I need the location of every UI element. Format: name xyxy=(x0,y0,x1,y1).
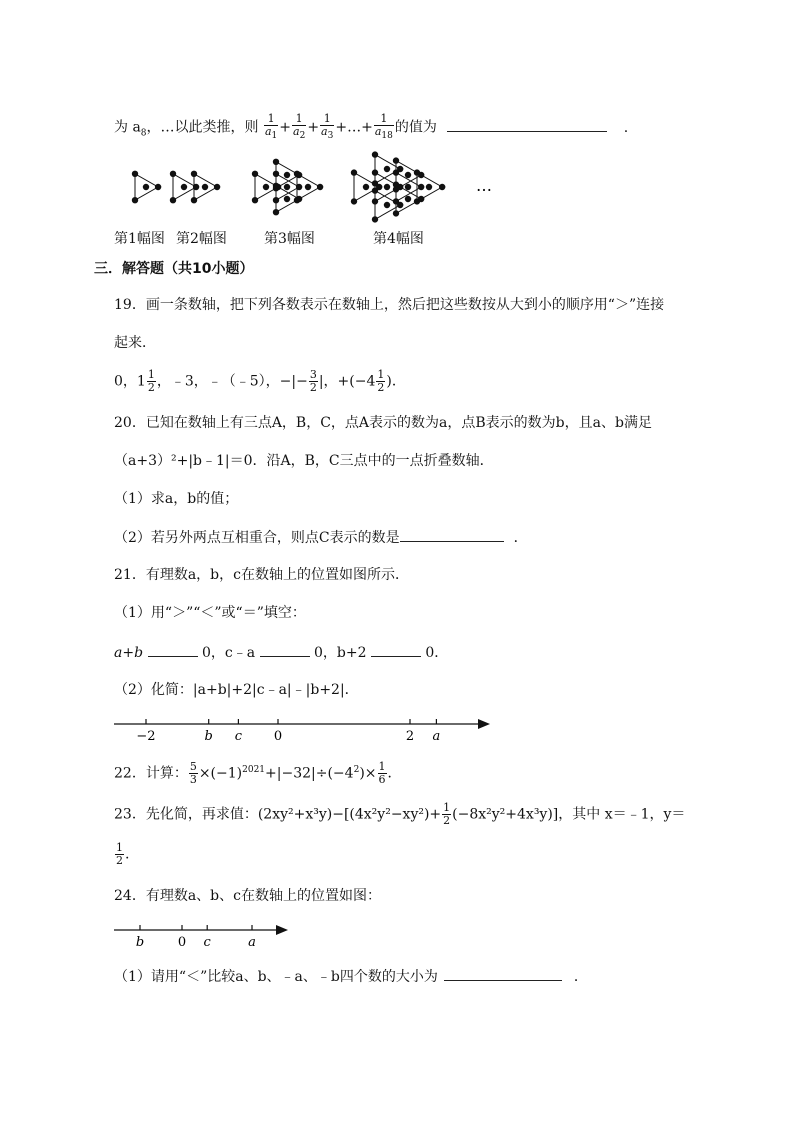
axis-label: 0 xyxy=(177,935,187,950)
dot xyxy=(181,184,186,189)
q18-sub: 8 xyxy=(140,128,147,139)
dot xyxy=(384,202,389,207)
q18-frac-last: $\frac{1}{a_{18}}$ xyxy=(374,112,393,142)
q20-part1: （1）求a，b的值； xyxy=(114,491,239,507)
figure-caption-1: 第1幅图 xyxy=(114,231,165,247)
q20-line1: 20．已知在数轴上有三点A，B，C，点A表示的数为a，点B表示的数为b，且a、b满足 xyxy=(114,415,652,431)
axis-label: −2 xyxy=(136,729,156,744)
figure-caption-2: 第2幅图 xyxy=(176,231,227,247)
dot xyxy=(419,196,424,201)
dot xyxy=(426,184,431,189)
number-line-q24 xyxy=(110,918,310,954)
q21-fill: a+b 0，c﹣a 0，b+2 0． xyxy=(114,642,448,663)
dot xyxy=(405,196,410,201)
q20-part2: （2）若另外两点互相重合，则点C表示的数是 ． xyxy=(114,527,528,548)
dot xyxy=(297,172,302,177)
q20-line2: （a+3）²+|b﹣1|＝0．沿A，B，C三点中的一点折叠数轴． xyxy=(114,453,494,469)
dot xyxy=(419,172,424,177)
q18-frac-3: $\frac{1}{a_3}$ xyxy=(321,112,334,142)
q18-mid: ，…以此类推，则 xyxy=(146,119,259,136)
dot xyxy=(305,184,310,189)
dot xyxy=(156,184,161,189)
dot xyxy=(372,152,377,157)
dot xyxy=(191,198,196,203)
dot xyxy=(191,171,196,176)
q21-line1: 21．有理数a，b，c在数轴上的位置如图所示． xyxy=(114,567,409,583)
dot xyxy=(284,184,289,189)
axis-label: c xyxy=(203,935,211,950)
dot xyxy=(273,159,278,164)
answer-blank[interactable] xyxy=(148,642,198,657)
dot xyxy=(263,184,268,189)
dot xyxy=(440,184,445,189)
dot xyxy=(372,188,377,193)
axis-label: a xyxy=(432,729,441,744)
plus: + xyxy=(279,119,292,136)
dot xyxy=(372,217,377,222)
dot xyxy=(273,210,278,215)
number-line-q21 xyxy=(110,712,510,752)
q18-frac-1: $\frac{1}{a_1}$ xyxy=(264,112,278,142)
q23-tail: $\frac{1}{2}$ . xyxy=(116,841,130,867)
q19-line1: 19．画一条数轴，把下列各数表示在数轴上，然后把这些数按从大到小的顺序用“＞”连接 xyxy=(114,297,665,313)
q22-line: 22．计算： $\frac{5}{3}$ $\times(-1)^{2021}+|-32|\div(-4^2)\times$ $\frac{1}{6}$ ． xyxy=(114,760,402,787)
dot xyxy=(215,184,220,189)
axis-label: c xyxy=(234,729,243,744)
figure-caption-3: 第3幅图 xyxy=(264,231,315,247)
triangle-dot-figures xyxy=(0,145,794,225)
q18-pre: 为 a xyxy=(114,119,141,136)
dot xyxy=(405,184,410,189)
dot xyxy=(297,196,302,201)
dot xyxy=(273,183,278,188)
q24-line1: 24．有理数a、b、c在数轴上的位置如图： xyxy=(114,888,381,904)
q19-numbers: 0，1 $\frac{1}{2}$ ，﹣3，﹣（﹣5），−|− $\frac{3}{2}$ |，+(−4 $\frac{1}{2}$ )． xyxy=(114,368,406,394)
ellipsis: +…+ xyxy=(335,119,373,136)
q23-line: 23．先化简，再求值：(2xy²+x³y)−[(4x²y²−xy²)+ $\frac{1}{2}$ (−8x²y²+4x³y)]，其中 x＝﹣1，y＝ xyxy=(114,801,686,827)
dot xyxy=(372,181,377,186)
plus: + xyxy=(307,119,320,136)
dot xyxy=(398,166,403,171)
q18-post: 的值为 xyxy=(394,119,437,136)
figure-caption-4: 第4幅图 xyxy=(373,231,424,247)
q18-frac-2: $\frac{1}{a_2}$ xyxy=(293,112,306,142)
q18-end: . xyxy=(623,119,629,136)
answer-blank[interactable] xyxy=(371,642,421,657)
dot xyxy=(284,196,289,201)
answer-blank[interactable] xyxy=(260,642,310,657)
dot xyxy=(393,182,398,187)
dot xyxy=(202,184,207,189)
answer-blank[interactable] xyxy=(447,117,607,132)
axis-label: 0 xyxy=(273,729,283,744)
axis-label: b xyxy=(135,935,145,950)
dot xyxy=(284,172,289,177)
dot xyxy=(132,198,137,203)
q24-part1: （1）请用“＜”比较a、b、﹣a、﹣b四个数的大小为 ． xyxy=(114,966,588,987)
dot xyxy=(384,166,389,171)
dot xyxy=(398,202,403,207)
dot xyxy=(393,211,398,216)
dot xyxy=(252,171,257,176)
section-title: 三．解答题（共10小题） xyxy=(94,261,254,277)
q21-part2: （2）化简：|a+b|+2|c﹣a|﹣|b+2|． xyxy=(114,682,359,698)
dot xyxy=(405,172,410,177)
axis-label: 2 xyxy=(405,729,415,744)
dot xyxy=(384,184,389,189)
dot xyxy=(351,199,356,204)
dot xyxy=(132,171,137,176)
dot xyxy=(363,184,368,189)
dot xyxy=(252,198,257,203)
more-ellipsis: … xyxy=(476,176,492,195)
answer-blank[interactable] xyxy=(400,527,504,542)
answer-blank[interactable] xyxy=(444,966,562,981)
q18-line xyxy=(114,113,628,143)
axis-label: a xyxy=(248,935,256,950)
dot xyxy=(393,158,398,163)
q19-line2: 起来． xyxy=(114,335,156,351)
dot xyxy=(170,198,175,203)
dot xyxy=(170,171,175,176)
dot xyxy=(143,184,148,189)
dot xyxy=(351,170,356,175)
dot xyxy=(318,184,323,189)
dot xyxy=(419,184,424,189)
q21-part1: （1）用“＞”“＜”或“＝”填空： xyxy=(114,605,306,621)
axis-label: b xyxy=(204,729,213,744)
